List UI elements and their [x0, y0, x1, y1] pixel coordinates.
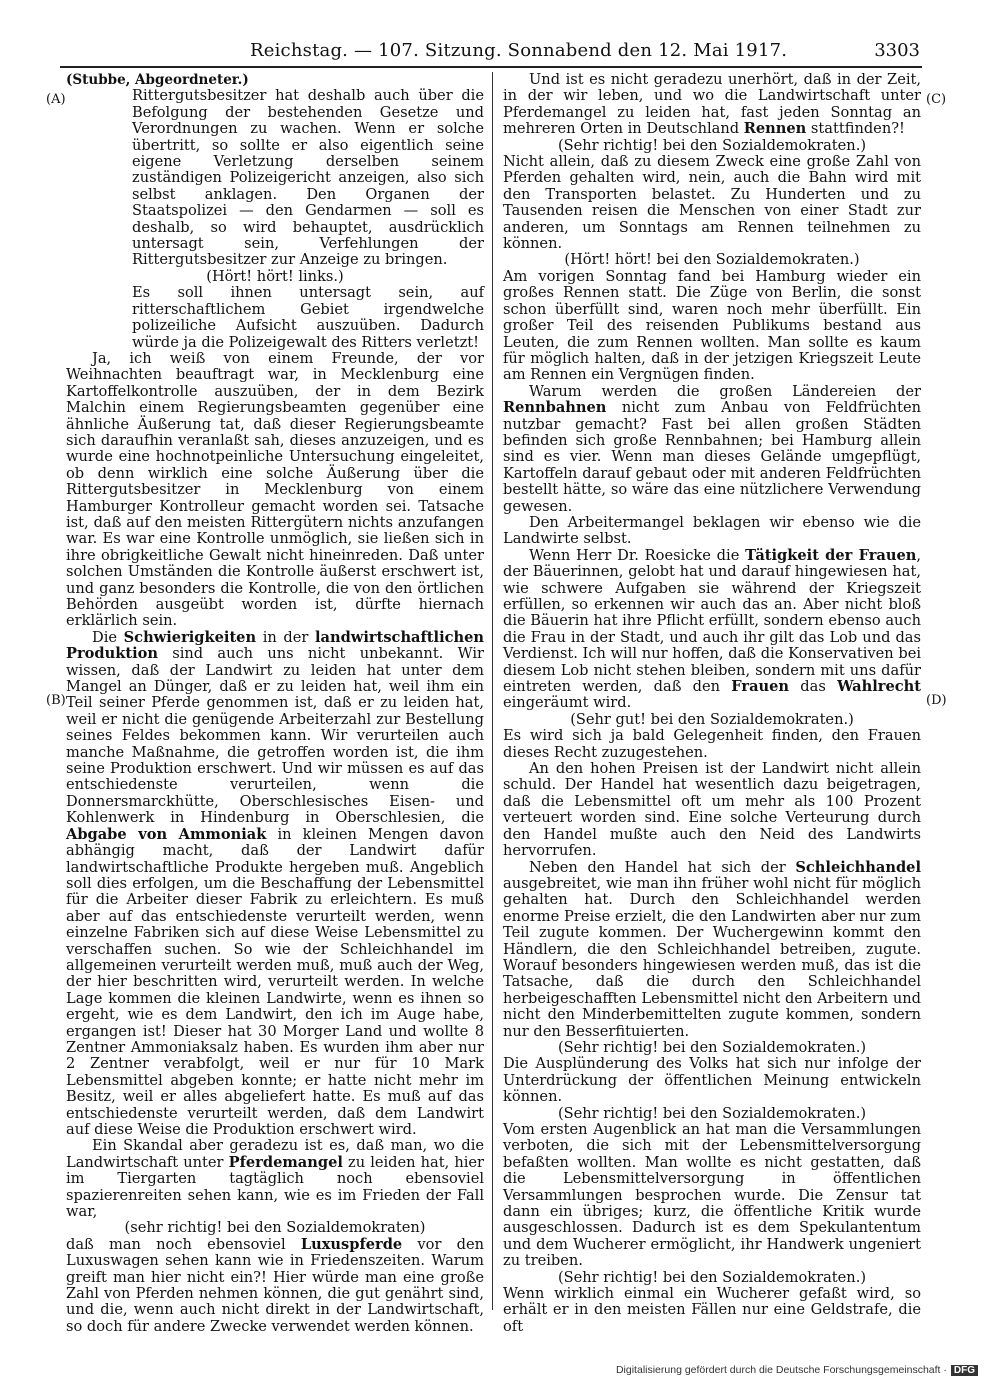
interjection: (Sehr richtig! bei den Sozialdemokraten.)	[557, 1104, 867, 1122]
margin-marker-b: (B)	[46, 693, 66, 708]
emphasis: Pferdemangel	[228, 1153, 343, 1171]
interjection: (sehr richtig! bei den Sozialdemokraten)	[124, 1219, 426, 1237]
footer-text: Digitalisierung gefördert durch die Deutsche Forschungsgemeinschaft ·	[615, 1364, 947, 1376]
paragraph: Und ist es nicht geradezu unerhört, daß in der Zeit, in der wir leben, und wo die Landwirtschaft unter Pferdemangel zu leiden hat, fast jeden Sonntag an mehreren Orten in Deutschland Rennen stattfinden?!	[503, 71, 921, 138]
running-head: Reichstag. — 107. Sitzung. Sonnabend den 12. Mai 1917.	[250, 40, 788, 61]
paragraph: Neben den Handel hat sich der Schleichhandel ausgebreitet, wie man ihn früher wohl nicht für möglich gehalten hat. Durch den Schleichhandel werden enorme Preise erzielt, die den Landwirten aber nur zum Teil zugute kommen. Der Wuchergewinn kommt den Händlern, die den Schleichhandel betreiben, zugute. Worauf besonders hingewiesen werden muß, das ist die Tatsache, daß die durch den Schleichhandel herbeigeschafften Lebensmittel nicht den Arbeitern und nicht den Minderbemittelten zugute kommen, sondern nur den Besserfituierten.	[503, 858, 921, 1040]
interjection: (Sehr richtig! bei den Sozialdemokraten.)	[557, 136, 867, 154]
right-column	[503, 72, 921, 1335]
margin-marker-c: (C)	[926, 92, 947, 107]
column-divider	[492, 72, 493, 1310]
paragraph: Es wird sich ja bald Gelegenheit finden, den Frauen dieses Recht zuzugestehen.	[503, 727, 921, 761]
paragraph: Wenn Herr Dr. Roesicke die Tätigkeit der Frauen, der Bäuerinnen, gelobt hat und darauf hingewiesen hat, wie schwere Aufgaben sie während der Kriegszeit erfüllen, so erkennen wir auch das an. Aber nicht bloß die Bäuerin hat ihre Pflicht erfüllt, sondern ebenso auch die Frau in der Stadt, und auch ihr gilt das Lob und das Verdienst. Ich will nur hoffen, daß die Konservativen bei diesem Lob nicht stehen bleiben, sondern mit uns dafür eintreten werden, daß den Frauen das Wahlrecht eingeräumt wird.	[503, 546, 922, 712]
emphasis: Abgabe von Ammoniak	[66, 825, 267, 843]
paragraph: An den hohen Preisen ist der Landwirt nicht allein schuld. Der Handel hat wesentlich dazu beigetragen, daß die Lebensmittel oft um mehr als 100 Prozent verteuert worden sind. Eine solche Verteurung durch den Handel mußte auch den Neid des Landwirts hervorrufen.	[503, 760, 921, 860]
interjection: (Sehr gut! bei den Sozialdemokraten.)	[570, 710, 854, 728]
emphasis: Rennen	[743, 120, 807, 138]
emphasis: Tätigkeit der Frauen	[745, 546, 917, 564]
paragraph: Den Arbeitermangel beklagen wir ebenso wie die Landwirte selbst.	[503, 513, 921, 548]
emphasis: Wahlrecht	[837, 678, 922, 696]
emphasis: Rennbahnen	[503, 399, 607, 417]
emphasis: Schwierigkeiten	[123, 628, 257, 646]
margin-marker-a: (A)	[46, 92, 66, 107]
emphasis: Luxuspferde	[300, 1235, 403, 1253]
paragraph: Ein Skandal aber geradezu ist es, daß man, wo die Landwirtschaft unter Pferdemangel zu leiden hat, hier im Tiergarten tagtäglich noch ebensoviel spazierenreiten sehen kann, wie es im Frieden der Fall war,	[66, 1137, 485, 1221]
emphasis: landwirtschaftlichen Produktion	[66, 628, 485, 663]
emphasis: Schleichhandel	[795, 858, 921, 876]
paragraph: Es soll ihnen untersagt sein, auf ritterschaftlichem Gebiet irgendwelche polizeiliche Aufsicht auszuüben. Dadurch würde ja die Polizeigewalt des Ritters verletzt!	[132, 284, 484, 351]
paragraph: Nicht allein, daß zu diesem Zweck eine große Zahl von Pferden gehalten wird, nein, auch die Bahn wird mit den Transporten belastet. Zu Hunderten und zu Tausenden reisen die Menschen von einer Stadt zur anderen, um Sonntags am Rennen teilnehmen zu können.	[503, 153, 921, 253]
left-column	[66, 72, 484, 1335]
header-rule	[60, 66, 922, 68]
paragraph: Warum werden die großen Ländereien der Rennbahnen nicht zum Anbau von Feldfrüchten nutzbar gemacht? Fast bei allen großen Städten befinden sich große Rennbahnen; bei Hamburg allein sind es vier. Wenn man dieses Gelände umgepflügt, Kartoffeln darauf gebaut oder mit anderen Feldfrüchten bestellt hätte, so wäre das eine nützlichere Verwendung gewesen.	[503, 382, 921, 515]
interjection: (Hört! hört! links.)	[206, 267, 344, 285]
paragraph: daß man noch ebensoviel Luxuspferde vor den Luxuswagen sehen kann wie in Friedenszeiten. Warum greift man hier nicht ein?! Hier würde man eine große Zahl von Pferden nehmen können, die gut genährt sind, und die, wenn auch nicht direkt in der Landwirtschaft, so doch für andere Zwecke verwendet werden können.	[66, 1235, 485, 1335]
page-number: 3303	[874, 40, 920, 61]
page-header	[60, 36, 920, 64]
speaker-label: (Stubbe, Abgeordneter.)	[66, 72, 249, 88]
paragraph: Die Ausplünderung des Volks hat sich nur infolge der Unterdrückung der öffentlichen Meinung entwickeln können.	[503, 1055, 921, 1106]
emphasis: Frauen	[731, 678, 790, 696]
paragraph: Die Schwierigkeiten in der landwirtschaftlichen Produktion sind auch uns nicht unbekannt. Wir wissen, daß der Landwirt zu leiden hat unter dem Mangel an Dünger, daß er zu leiden hat, weil ihm ein Teil seiner Pferde genommen ist, daß er zu leiden hat, weil er nicht die genügende Arbeiterzahl zur Bestellung seines Feldes bekommen kann. Wir verurteilen auch manche Maßnahme, die getroffen worden ist, die ihm seine Produktion erschwert. Und wir müssen es auf das entschiedenste verurteilen, wenn die Donnersmarckhütte, Oberschlesisches Eisen- und Kohlenwerk in Hindenburg in Oberschlesien, die Abgabe von Ammoniak in kleinen Mengen davon abhängig macht, daß der Landwirt dafür landwirtschaftliche Produkte hergeben muß. Angeblich soll dies erfolgen, um die Beschaffung der Lebensmittel für die Arbeiter dieser Fabrik zu erleichtern. Es muß aber auf das entschiedenste verurteilt werden, wenn einzelne Fabriken sich auf diese Weise Lebensmittel zu verschaffen suchen. So wie der Schleichhandel im allgemeinen verurteilt werden muß, muß auch der Weg, der hier beschritten wird, verurteilt werden. In welche Lage kommen die kleinen Landwirte, wenn es ihnen so ergeht, wie es dem Landwirt, den ich im Auge habe, ergangen ist! Dieser hat 30 Morger Land und wollte 8 Zentner Ammoniaksalz haben. Es wurden ihm aber nur 2 Zentner verabfolgt, weil er nur für 10 Mark Lebensmittel abgeben konnte; er hatte nicht mehr im Besitz, weil er alles abgeliefert hatte. Es muß auf das entschiedenste verurteilt werden, daß dem Landwirt auf diese Weise die Produktion erschwert wird.	[66, 628, 485, 1138]
interjection: (Sehr richtig! bei den Sozialdemokraten.)	[557, 1268, 867, 1286]
interjection: (Hört! hört! bei den Sozialdemokraten.)	[564, 251, 860, 269]
paragraph: Rittergutsbesitzer hat deshalb auch über die Befolgung der bestehenden Gesetze und Verordnungen zu wachen. Wenn er solche übertritt, so sollte er also eigentlich seine eigene Verletzung derselben seinem zuständigen Polizeigericht anzeigen, also sich selbst anklagen. Den Organen der Staatspolizei — den Gendarmen — soll es deshalb, so wird behauptet, ausdrücklich untersagt sein, Verfehlungen der Rittergutsbesitzer zur Anzeige zu bringen.	[132, 87, 484, 269]
margin-marker-d: (D)	[926, 693, 947, 708]
paragraph: Am vorigen Sonntag fand bei Hamburg wieder ein großes Rennen statt. Die Züge von Berlin, die sonst schon überfüllt sind, waren noch mehr überfüllt. Ein großer Teil des reisenden Publikums bestand aus Leuten, die zum Rennen wollten. Man sollte es kaum für möglich halten, daß in der jetzigen Kriegszeit Leute am Rennen ein Vergnügen finden.	[503, 267, 921, 384]
dfg-logo: DFG	[951, 1365, 978, 1376]
paragraph: Ja, ich weiß von einem Freunde, der vor Weihnachten beauftragt war, in Mecklenburg eine Kartoffelkontrolle auszuüben, der in dem Bezirk Malchin einem Regierungsbeamten gegenüber eine ähnliche Äußerung tat, daß dieser Regierungsbeamte sich daraufhin veranlaßt sah, dieses anzuzeigen, und es wurde eine hochnotpeinliche Untersuchung eingeleitet, ob denn wirklich eine solche Äußerung über die Rittergutsbesitzer in Mecklenburg von einem Hamburger Kontrolleur gemacht worden sei. Tatsache ist, daß auf den meisten Rittergütern nichts anzufangen war. Es war eine Kontrolle unmöglich, sie ließen sich in ihre obrigkeitliche Gewalt nicht hineinreden. Daß unter solchen Umständen die Kontrolle äußerst erschwert ist, und ganz besonders die Kontrolle, die von den örtlichen Behörden ausgeübt worden ist, dürfte hiernach erklärlich sein.	[66, 349, 484, 630]
interjection: (Sehr richtig! bei den Sozialdemokraten.)	[557, 1038, 867, 1056]
paragraph: Vom ersten Augenblick an hat man die Versammlungen verboten, die sich mit der Lebensmittelversorgung befaßten wollten. Man wollte es nicht gestatten, daß die Lebensmittelversorgung in öffentlichen Versammlungen besprochen wurde. Die Zensur tat dann ein übriges; kurz, die öffentliche Kritik wurde ausgeschlossen. Dadurch ist es dem Spekulantentum und dem Wucherer ermöglicht, ihr Handwerk ungeniert zu treiben.	[503, 1121, 921, 1270]
paragraph: Wenn wirklich einmal ein Wucherer gefaßt wird, so erhält er in den meisten Fällen nur eine Geldstrafe, die oft	[503, 1285, 921, 1335]
footer-credit	[616, 1364, 978, 1376]
